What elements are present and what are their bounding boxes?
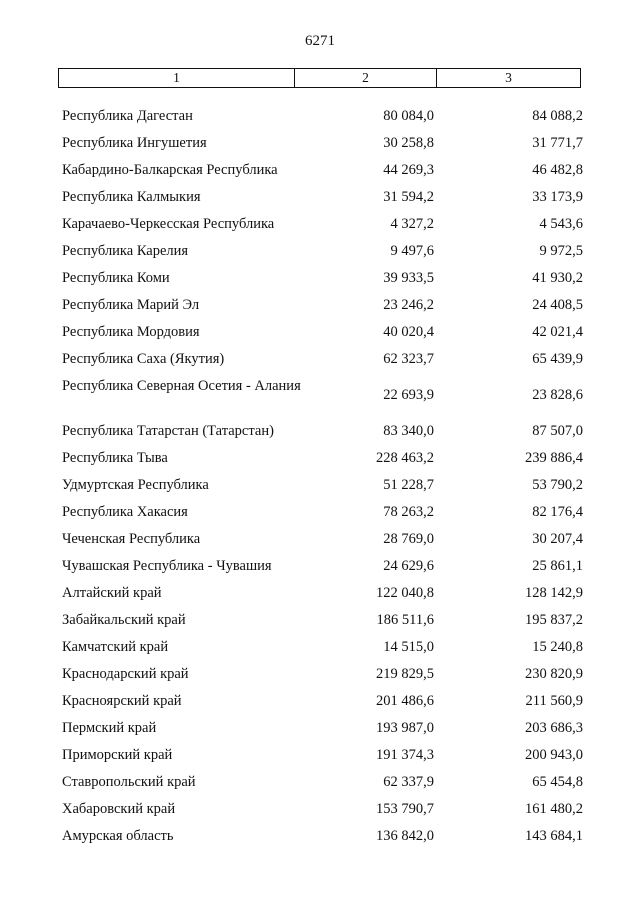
value-col-2: 201 486,6 (376, 693, 434, 709)
region-name: Пермский край (62, 720, 157, 736)
region-name: Республика Калмыкия (62, 189, 201, 205)
table-row (0, 796, 640, 823)
value-col-3: 200 943,0 (525, 747, 583, 763)
value-col-2: 186 511,6 (376, 612, 434, 628)
table-row (0, 319, 640, 346)
value-col-2: 44 269,3 (383, 162, 434, 178)
value-col-2: 39 933,5 (383, 270, 434, 286)
table-row (0, 292, 640, 319)
value-col-3: 239 886,4 (525, 450, 583, 466)
value-col-2: 83 340,0 (383, 423, 434, 439)
table-row (0, 445, 640, 472)
value-col-3: 15 240,8 (532, 639, 583, 655)
value-col-3: 33 173,9 (532, 189, 583, 205)
table-row (0, 418, 640, 445)
value-col-2: 31 594,2 (383, 189, 434, 205)
region-name: Амурская область (62, 828, 174, 844)
value-col-2: 62 337,9 (383, 774, 434, 790)
table-row (0, 346, 640, 373)
value-col-2: 23 246,2 (383, 297, 434, 313)
table-row (0, 634, 640, 661)
table-row (0, 607, 640, 634)
value-col-2: 78 263,2 (383, 504, 434, 520)
region-name: Республика Карелия (62, 243, 189, 259)
value-col-3: 4 543,6 (539, 216, 583, 232)
value-col-2: 22 693,9 (383, 387, 434, 403)
value-col-2: 219 829,5 (376, 666, 434, 682)
value-col-2: 9 497,6 (390, 243, 434, 259)
value-col-3: 9 972,5 (539, 243, 583, 259)
value-col-2: 193 987,0 (376, 720, 434, 736)
region-name: Красноярский край (62, 693, 182, 709)
region-name: Республика Ингушетия (62, 135, 207, 151)
value-col-2: 51 228,7 (383, 477, 434, 493)
region-name: Республика Тыва (62, 450, 168, 466)
table-row (0, 715, 640, 742)
table-row (0, 373, 640, 418)
region-name: Республика Марий Эл (62, 297, 200, 313)
value-col-3: 41 930,2 (532, 270, 583, 286)
region-name: Удмуртская Республика (62, 477, 209, 493)
value-col-3: 195 837,2 (525, 612, 583, 628)
region-name: Чувашская Республика - Чувашия (62, 558, 272, 574)
value-col-2: 136 842,0 (376, 828, 434, 844)
value-col-3: 211 560,9 (525, 693, 583, 709)
value-col-3: 65 439,9 (532, 351, 583, 367)
value-col-3: 42 021,4 (532, 324, 583, 340)
value-col-2: 30 258,8 (383, 135, 434, 151)
region-name: Республика Мордовия (62, 324, 200, 340)
table-row (0, 553, 640, 580)
table-row (0, 688, 640, 715)
header-col-3: 3 (505, 70, 512, 85)
value-col-2: 4 327,2 (390, 216, 434, 232)
table-row (0, 580, 640, 607)
table-row (0, 769, 640, 796)
value-col-2: 40 020,4 (383, 324, 434, 340)
table-row (0, 742, 640, 769)
region-name: Кабардино-Балкарская Республика (62, 162, 278, 178)
region-name: Республика Коми (62, 270, 170, 286)
table-body (0, 103, 640, 850)
table-row (0, 499, 640, 526)
table-row (0, 157, 640, 184)
table-row (0, 661, 640, 688)
region-name: Республика Дагестан (62, 108, 193, 124)
region-name: Краснодарский край (62, 666, 189, 682)
table-header (58, 68, 581, 88)
table-row (0, 184, 640, 211)
header-col-2: 2 (295, 69, 437, 87)
table-row (0, 472, 640, 499)
value-col-3: 30 207,4 (532, 531, 583, 547)
value-col-3: 230 820,9 (525, 666, 583, 682)
value-col-2: 153 790,7 (376, 801, 434, 817)
value-col-3: 87 507,0 (532, 423, 583, 439)
table-row (0, 823, 640, 850)
region-name: Республика Северная Осетия - Алания (62, 378, 301, 394)
region-name: Карачаево-Черкесская Республика (62, 216, 275, 232)
table-row (0, 130, 640, 157)
value-col-3: 31 771,7 (532, 135, 583, 151)
value-col-2: 24 629,6 (383, 558, 434, 574)
region-name: Забайкальский край (62, 612, 186, 628)
page-number: 6271 (305, 33, 335, 49)
value-col-3: 46 482,8 (532, 162, 583, 178)
value-col-3: 53 790,2 (532, 477, 583, 493)
value-col-2: 14 515,0 (383, 639, 434, 655)
region-name: Камчатский край (62, 639, 169, 655)
value-col-3: 25 861,1 (532, 558, 583, 574)
value-col-3: 65 454,8 (532, 774, 583, 790)
table-row (0, 238, 640, 265)
region-name: Республика Саха (Якутия) (62, 351, 225, 367)
value-col-3: 23 828,6 (532, 387, 583, 403)
table-row (0, 211, 640, 238)
value-col-2: 191 374,3 (376, 747, 434, 763)
value-col-3: 24 408,5 (532, 297, 583, 313)
value-col-2: 122 040,8 (376, 585, 434, 601)
value-col-2: 80 084,0 (383, 108, 434, 124)
region-name: Хабаровский край (62, 801, 176, 817)
region-name: Чеченская Республика (62, 531, 201, 547)
value-col-3: 161 480,2 (525, 801, 583, 817)
value-col-3: 143 684,1 (525, 828, 583, 844)
region-name: Республика Татарстан (Татарстан) (62, 423, 274, 439)
table-row (0, 103, 640, 130)
header-col-1: 1 (59, 69, 295, 87)
value-col-3: 84 088,2 (532, 108, 583, 124)
region-name: Ставропольский край (62, 774, 196, 790)
value-col-3: 82 176,4 (532, 504, 583, 520)
table-row (0, 265, 640, 292)
value-col-2: 228 463,2 (376, 450, 434, 466)
region-name: Алтайский край (62, 585, 162, 601)
value-col-3: 128 142,9 (525, 585, 583, 601)
value-col-3: 203 686,3 (525, 720, 583, 736)
value-col-2: 28 769,0 (383, 531, 434, 547)
region-name: Республика Хакасия (62, 504, 188, 520)
table-row (0, 526, 640, 553)
region-name: Приморский край (62, 747, 173, 763)
value-col-2: 62 323,7 (383, 351, 434, 367)
